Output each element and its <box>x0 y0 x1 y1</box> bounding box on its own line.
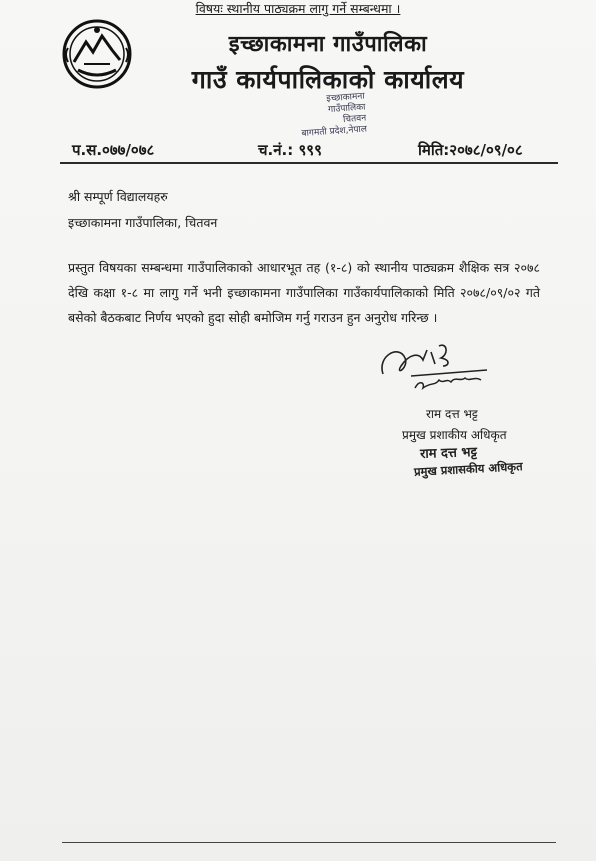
addressee-line-1: श्री सम्पूर्ण विद्यालयहरु <box>68 189 168 204</box>
addressee-line-2: इच्छाकामना गाउँपालिका, चितवन <box>68 215 218 230</box>
reference-number: प.स.०७७/०७८ <box>72 141 155 159</box>
signatory-designation: प्रमुख प्रशाकीय अधिकृत <box>402 428 507 442</box>
header-divider <box>60 162 558 164</box>
office-subtitle: गाउँ कार्यपालिकाको कार्यालय <box>191 65 465 94</box>
dispatch-number: च.नं.: ९९९ <box>258 141 322 159</box>
subject-line: विषयः स्थानीय पाठ्यक्रम लागु गर्ने सम्बन्धमा । <box>195 1 401 16</box>
designation-stamp: प्रमुख प्रशासकीय अधिकृत <box>413 459 523 479</box>
signatory-name: राम दत्त भट्ट <box>426 407 478 421</box>
handwritten-signature <box>375 336 505 396</box>
office-stamp: इच्छाकामना गाउँपालिका चितवन बागमती प्रदेश,नेपाल <box>301 91 368 139</box>
letter-date: मिति:२०७८/०९/०८ <box>418 141 523 159</box>
body-paragraph: प्रस्तुत विषयका सम्बन्धमा गाउँपालिकाको आधारभूत तह (१-८) को स्थानीय पाठ्यक्रम शैक्षिक सत्र २०७८ देखि कक्षा १-८ मा लागु गर्ने भनी इच्छाकामना गाउँपालिका गाउँकार्यपालिकाको मिति २०७८/०९/०२ गते बसेको बैठकबाट निर्णय भएको हुदा सोही बमोजिम गर्नु गराउन हुन अनुरोध गरिन्छ । <box>68 260 541 325</box>
name-stamp: राम दत्त भट्ट <box>419 445 478 462</box>
footer-divider <box>62 842 556 843</box>
reference-row <box>0 140 596 164</box>
office-title: इच्छाकामना गाउँपालिका <box>228 32 428 57</box>
